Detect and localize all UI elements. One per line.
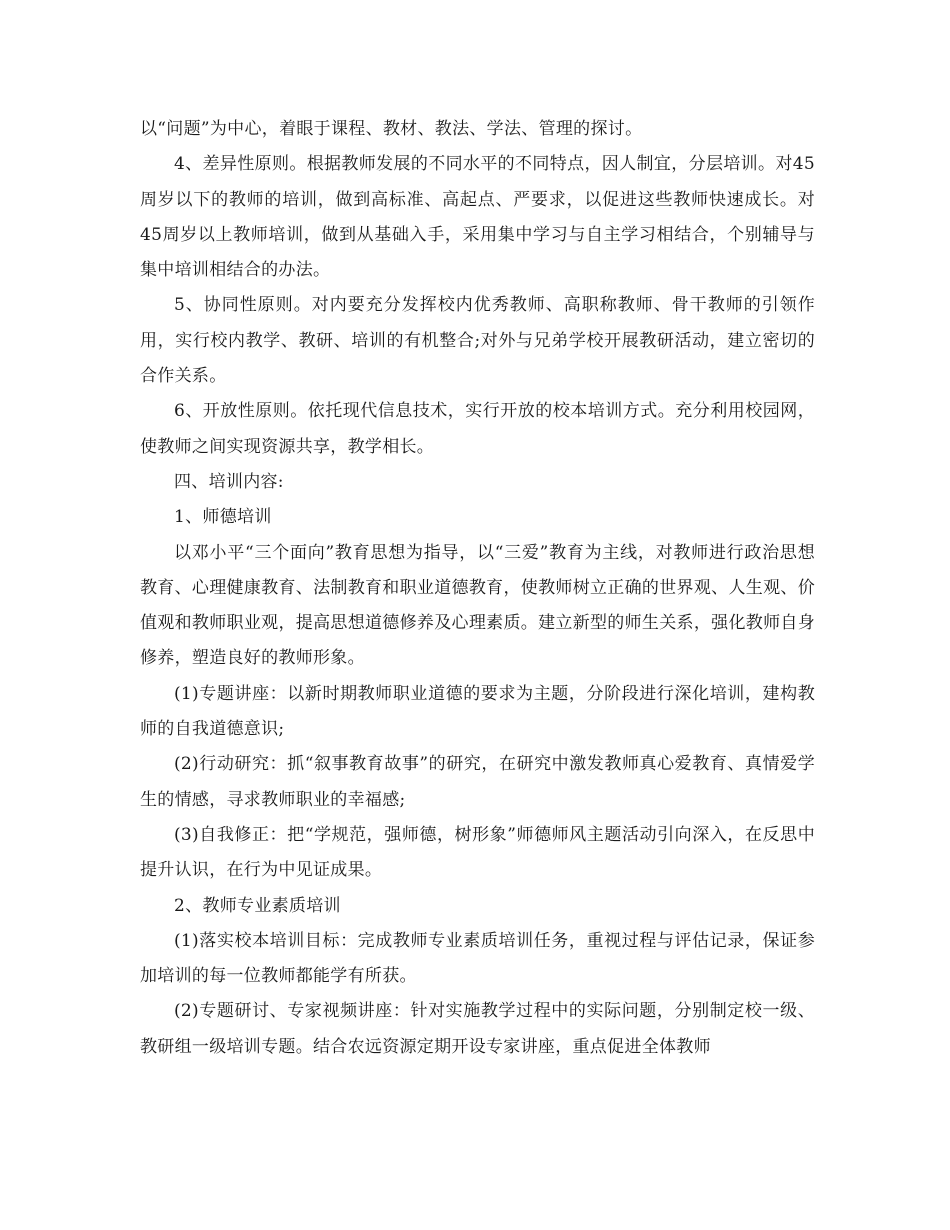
list-item-self-correction: (3)自我修正：把“学规范，强师德，树形象”师德师风主题活动引向深入，在反思中提升认识，在行为中见证成果。: [140, 824, 815, 881]
list-item-action-research: (2)行动研究：抓“叙事教育故事”的研究，在研究中激发教师真心爱教育、真情爱学生的情感，寻求教师职业的幸福感;: [140, 754, 815, 810]
subheading-teacher-ethics: 1、师德培训: [174, 507, 272, 528]
list-item-lecture: (1)专题讲座：以新时期教师职业道德的要求为主题，分阶段进行深化培训，建构教师的自我道德意识;: [140, 683, 815, 740]
list-item-training-goals: (1)落实校本培训目标：完成教师专业素质培训任务，重视过程与评估记录，保证参加培训的每一位教师都能学有所获。: [140, 930, 815, 987]
paragraph-4: 6、开放性原则。依托现代信息技术，实行开放的校本培训方式。充分利用校园网，使教师之间实现资源共享，教学相长。: [140, 401, 815, 457]
document-body: [140, 112, 815, 1065]
paragraph-1: 以“问题”为中心，着眼于课程、教材、教法、学法、管理的探讨。: [140, 119, 643, 139]
subheading-professional-quality: 2、教师专业素质培训: [174, 895, 341, 916]
paragraph-3: 5、协同性原则。对内要充分发挥校内优秀教师、高职称教师、骨干教师的引领作用，实行校内教学、教研、培训的有机整合;对外与兄弟学校开展教研活动，建立密切的合作关系。: [140, 295, 815, 387]
list-item-seminars: (2)专题研讨、专家视频讲座：针对实施教学过程中的实际问题，分别制定校一级、教研组一级培训专题。结合农远资源定期开设专家讲座，重点促进全体教师: [140, 1001, 815, 1057]
section-heading-training-content: 四、培训内容:: [174, 471, 284, 492]
paragraph-2: 4、差异性原则。根据教师发展的不同水平的不同特点，因人制宜，分层培训。对45周岁以下的教师的培训，做到高标准、高起点、严要求，以促进这些教师快速成长。对45周岁以上教师培训，做到从基础入手，采用集中学习与自主学习相结合，个别辅导与集中培训相结合的办法。: [140, 154, 815, 281]
paragraph-7: 以邓小平“三个面向”教育思想为指导，以“三爱”教育为主线，对教师进行政治思想教育、心理健康教育、法制教育和职业道德教育，使教师树立正确的世界观、人生观、价值观和教师职业观，提高思想道德修养及心理素质。建立新型的师生关系，强化教师自身修养，塑造良好的教师形象。: [140, 542, 815, 669]
